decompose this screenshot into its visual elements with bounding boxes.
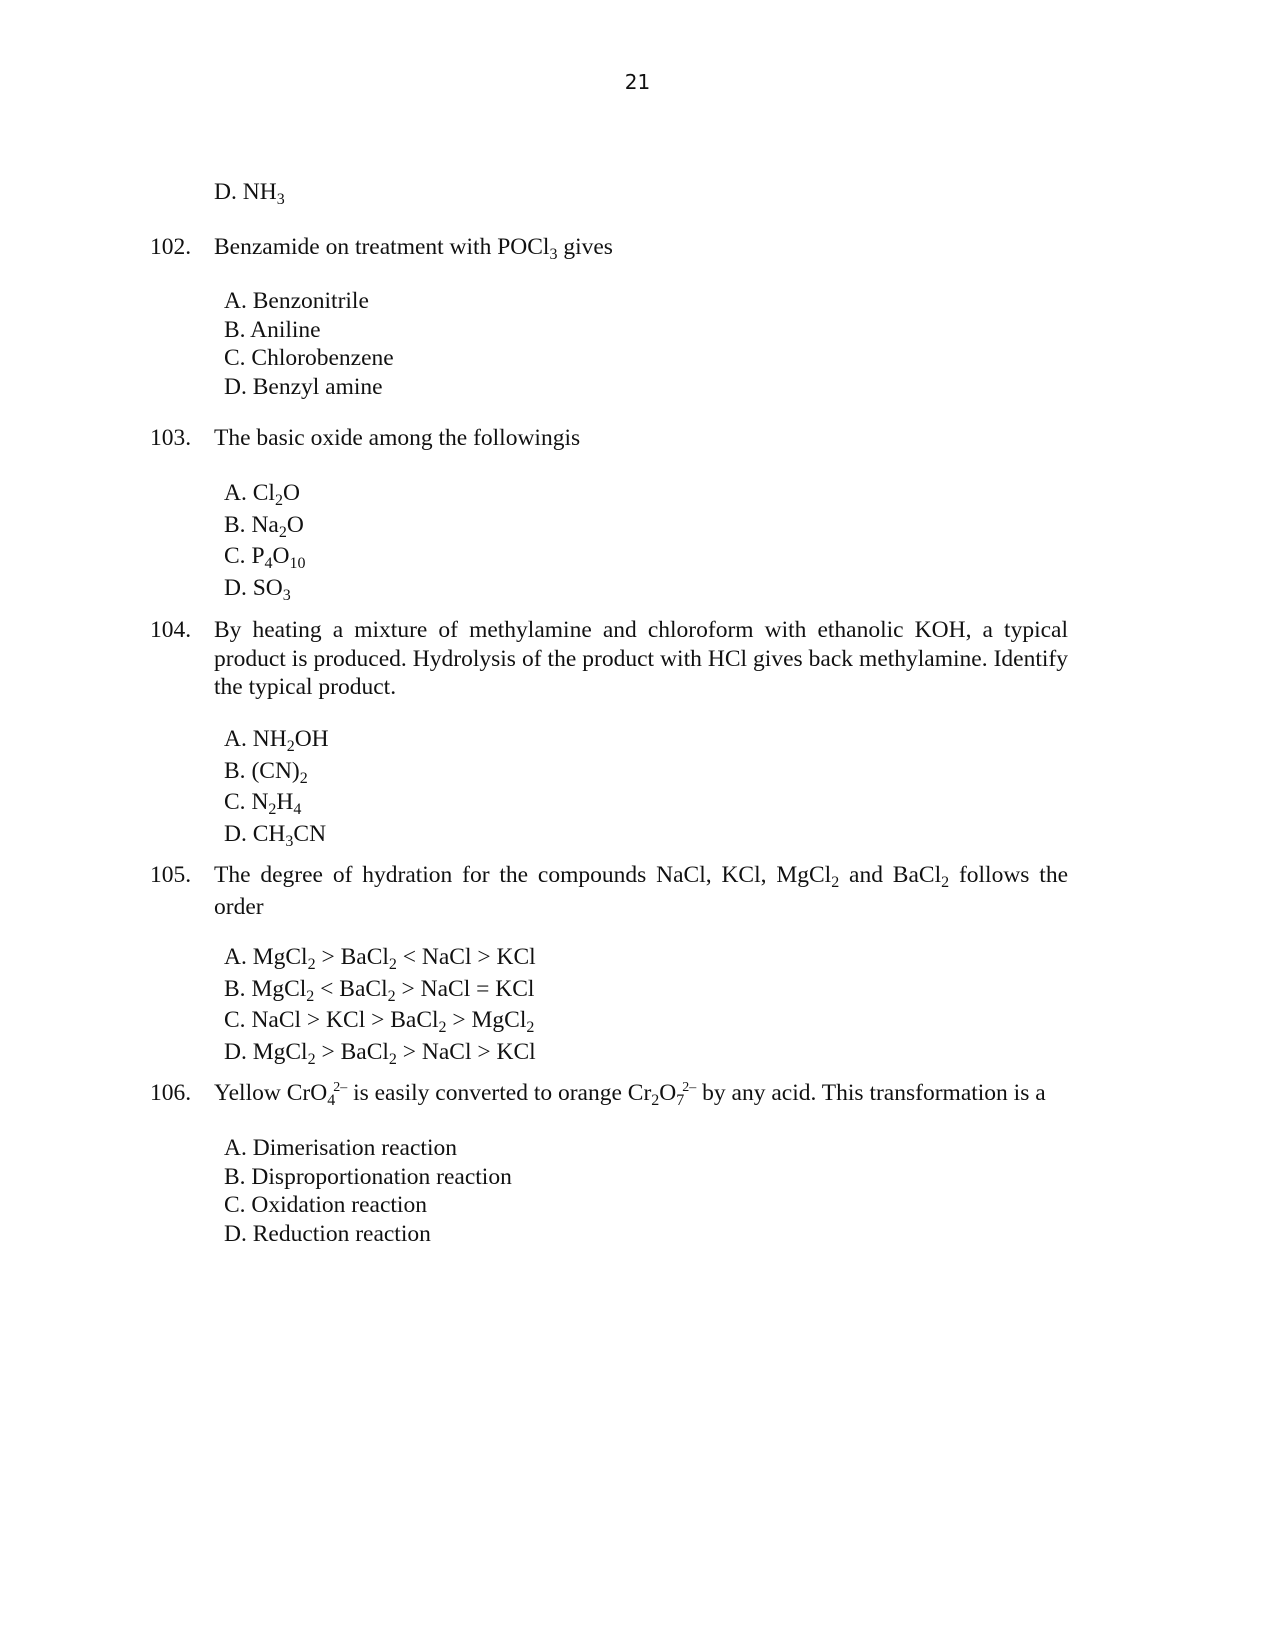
text-run: > MgCl bbox=[446, 1007, 527, 1034]
option-letter: A. bbox=[224, 480, 253, 506]
subscript: 2 bbox=[306, 987, 315, 1005]
subscript: 2 bbox=[387, 987, 396, 1005]
option-d: D. Benzyl amine bbox=[224, 373, 383, 400]
text-run: MgCl bbox=[252, 1038, 308, 1065]
subscript: 2 bbox=[274, 492, 283, 509]
option-a bbox=[224, 725, 329, 757]
option-c bbox=[224, 542, 306, 574]
text-run: follows the order bbox=[214, 862, 1068, 920]
question-105-stem bbox=[214, 861, 1068, 921]
question-103-options bbox=[224, 479, 306, 605]
option-d bbox=[224, 820, 329, 852]
option-d: D. Reduction reaction bbox=[224, 1220, 431, 1247]
text-run: Cl bbox=[252, 480, 275, 506]
subscript: 2 bbox=[268, 801, 277, 819]
subscript: 3 bbox=[285, 832, 294, 850]
question-104-options bbox=[224, 725, 329, 851]
question-102-options bbox=[224, 287, 394, 401]
subscript: 2 bbox=[831, 874, 840, 891]
question-105-options bbox=[224, 943, 536, 1069]
subscript: 4 bbox=[327, 1092, 336, 1109]
text-run: CN bbox=[293, 820, 327, 847]
text-run: CH bbox=[252, 820, 286, 847]
page-number: 21 bbox=[624, 70, 651, 94]
text-run: < NaCl > KCl bbox=[396, 944, 536, 970]
text-run: (CN) bbox=[251, 757, 300, 784]
text-run: OH bbox=[294, 726, 329, 752]
option-a bbox=[224, 479, 306, 511]
option-letter: D. bbox=[214, 179, 237, 205]
subscript: 2 bbox=[307, 956, 316, 973]
text-run: MgCl bbox=[252, 944, 308, 970]
question-105-number: 105. bbox=[150, 862, 192, 888]
text-run: < BaCl bbox=[314, 975, 388, 1002]
option-letter: D. bbox=[224, 1038, 253, 1065]
option-d bbox=[224, 1038, 536, 1070]
subscript: 2 bbox=[941, 874, 950, 891]
stem-subscript: 3 bbox=[549, 246, 558, 263]
option-c bbox=[224, 1006, 536, 1038]
question-106-options bbox=[224, 1134, 512, 1248]
option-letter: C. bbox=[224, 543, 252, 570]
option-b bbox=[224, 975, 536, 1007]
superscript: 2– bbox=[682, 1080, 697, 1095]
text-run: > BaCl bbox=[315, 1038, 389, 1065]
text-run: O bbox=[659, 1080, 677, 1106]
subscript: 4 bbox=[293, 801, 302, 819]
option-c: C. Oxidation reaction bbox=[224, 1192, 427, 1219]
text-run: P bbox=[251, 543, 265, 570]
subscript: 2 bbox=[278, 523, 287, 541]
subscript: 4 bbox=[264, 555, 273, 573]
option-a: A. Dimerisation reaction bbox=[224, 1135, 457, 1161]
subscript: 2 bbox=[388, 1050, 397, 1068]
text-run: > NaCl > KCl bbox=[396, 1038, 536, 1065]
subscript: 2 bbox=[286, 738, 295, 755]
stem-text-after: gives bbox=[563, 234, 613, 260]
option-a: A. Benzonitrile bbox=[224, 288, 369, 314]
option-letter: B. bbox=[224, 975, 252, 1002]
option-letter: B. bbox=[224, 757, 252, 784]
question-104-stem: By heating a mixture of methylamine and chloroform with ethanolic KOH, a typical product is produced. Hydrolysis of the product with HCl gives back methylamine. Identify the typical product. bbox=[214, 617, 1068, 700]
option-letter: D. bbox=[224, 574, 253, 601]
stem-text: Benzamide on treatment with POCl bbox=[214, 234, 550, 260]
option-letter: C. bbox=[224, 789, 252, 816]
subscript: 2 bbox=[651, 1092, 660, 1109]
text-run: O bbox=[282, 480, 300, 506]
text-run: NaCl > KCl > BaCl bbox=[251, 1007, 439, 1034]
text-run: by any acid. This transformation is a bbox=[696, 1080, 1046, 1106]
question-104-number: 104. bbox=[150, 617, 192, 643]
option-b bbox=[224, 757, 329, 789]
text-run: > NaCl = KCl bbox=[395, 975, 535, 1002]
question-106-stem bbox=[214, 1079, 1046, 1111]
text-run: NH bbox=[252, 726, 287, 752]
text-run: Na bbox=[251, 511, 279, 538]
option-letter: B. bbox=[224, 511, 252, 538]
question-102-number: 102. bbox=[150, 234, 192, 260]
subscript: 2 bbox=[438, 1019, 447, 1037]
subscript: 2 bbox=[299, 769, 308, 787]
text-run: O bbox=[286, 511, 304, 538]
text-run: is easily converted to orange Cr bbox=[347, 1080, 652, 1106]
option-formula-prefix: NH bbox=[242, 179, 277, 205]
text-run: and BaCl bbox=[839, 862, 942, 888]
question-103-stem: The basic oxide among the followingis bbox=[214, 425, 581, 451]
subscript: 2 bbox=[388, 956, 397, 973]
text-run: > BaCl bbox=[315, 944, 389, 970]
subscript: 2 bbox=[526, 1019, 535, 1037]
option-c: C. Chlorobenzene bbox=[224, 345, 394, 372]
text-run: Yellow CrO bbox=[214, 1080, 328, 1106]
text-run: O bbox=[272, 543, 290, 570]
question-102-stem bbox=[214, 233, 613, 264]
subscript: 3 bbox=[282, 586, 291, 604]
option-letter: C. bbox=[224, 1007, 252, 1034]
option-d bbox=[224, 574, 306, 606]
option-subscript: 3 bbox=[276, 191, 285, 208]
superscript: 2– bbox=[333, 1080, 348, 1095]
option-b: B. Aniline bbox=[224, 316, 321, 343]
question-106-number: 106. bbox=[150, 1080, 192, 1106]
carryover-option bbox=[214, 178, 285, 209]
subscript: 10 bbox=[289, 555, 306, 573]
text-run: The degree of hydration for the compounds NaCl, KCl, MgCl bbox=[214, 862, 832, 888]
option-a bbox=[224, 943, 536, 975]
subscript: 2 bbox=[307, 1050, 316, 1068]
option-letter: A. bbox=[224, 944, 253, 970]
option-letter: A. bbox=[224, 726, 253, 752]
question-103-number: 103. bbox=[150, 425, 192, 451]
text-run: MgCl bbox=[251, 975, 307, 1002]
text-run: SO bbox=[252, 574, 283, 601]
option-c bbox=[224, 788, 329, 820]
text-run: N bbox=[251, 789, 269, 816]
text-run: H bbox=[276, 789, 294, 816]
option-letter: D. bbox=[224, 820, 253, 847]
subscript: 7 bbox=[676, 1092, 685, 1109]
option-b: B. Disproportionation reaction bbox=[224, 1163, 512, 1190]
option-b bbox=[224, 511, 306, 543]
